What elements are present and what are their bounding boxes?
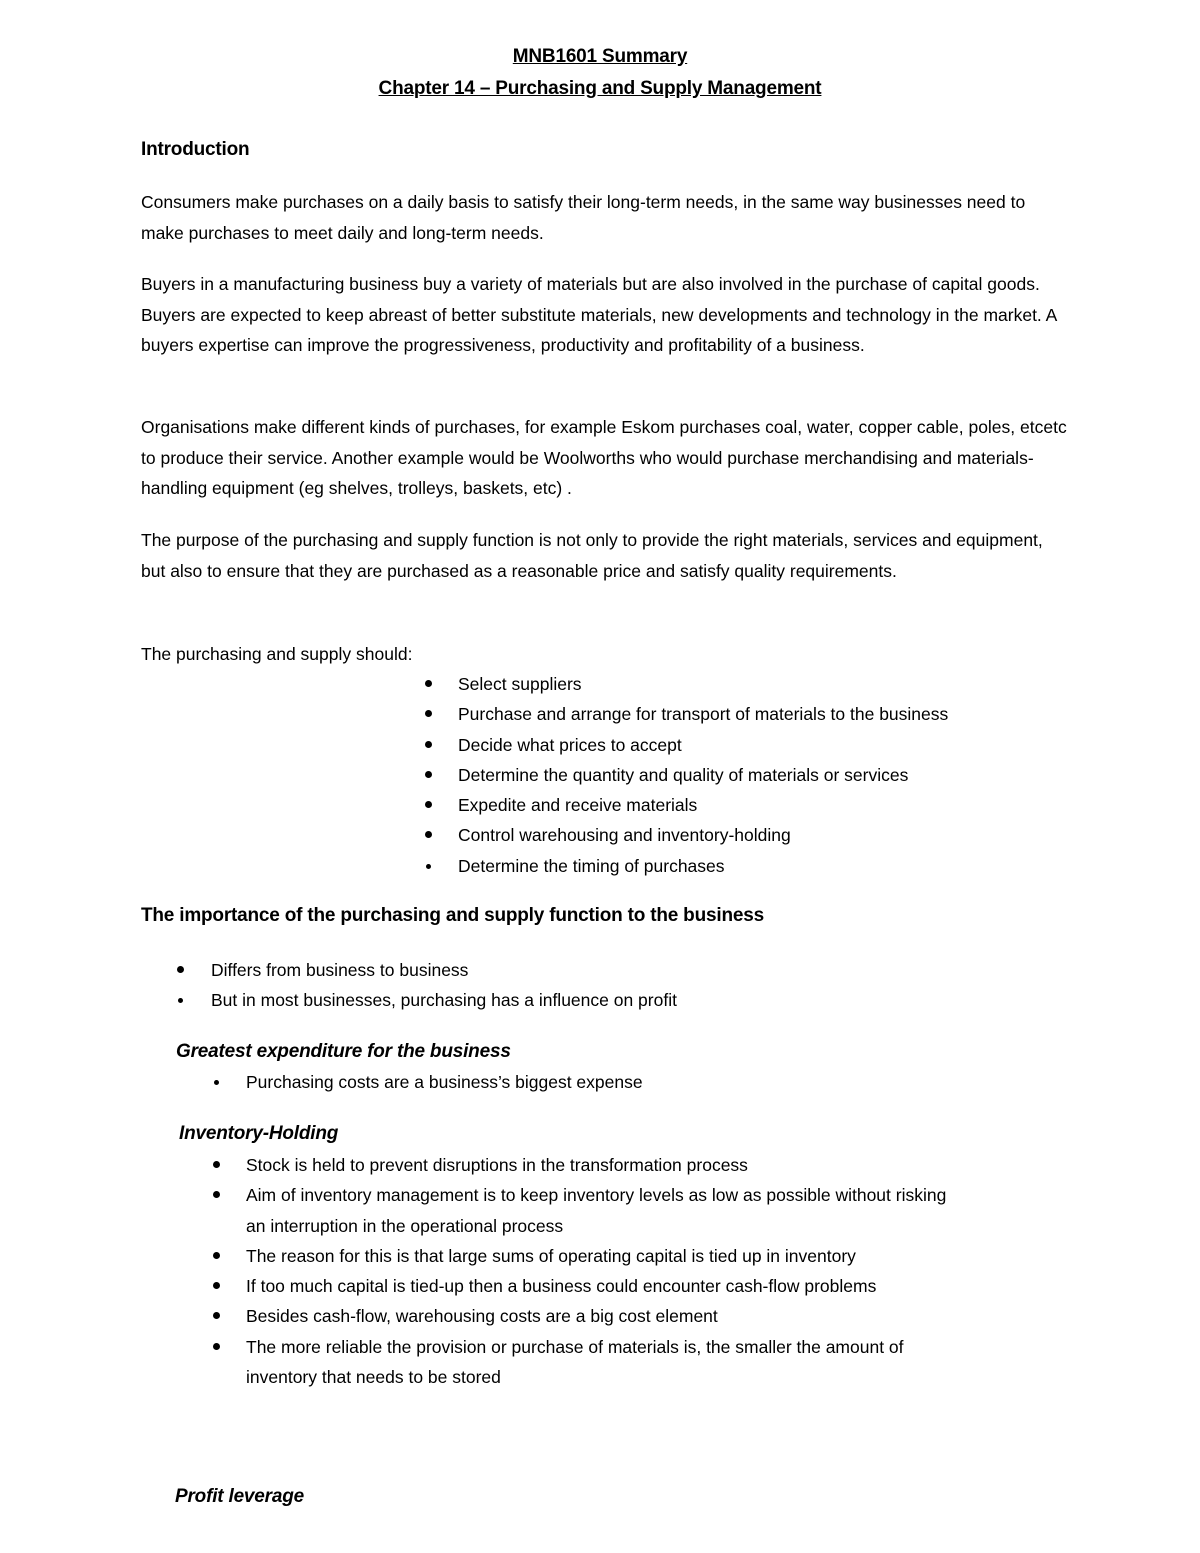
list-intro: The purchasing and supply should:: [141, 644, 413, 664]
list-item: Decide what prices to accept: [458, 735, 682, 755]
bullet-icon: [425, 710, 432, 717]
bullet-icon: [426, 864, 431, 869]
profit-leverage-heading: Profit leverage: [175, 1486, 304, 1507]
bullet-icon: [213, 1343, 220, 1350]
list-item: The more reliable the provision or purchase of materials is, the smaller the amount of: [246, 1337, 904, 1357]
bullet-icon: [213, 1312, 220, 1319]
document-title: MNB1601 Summary: [512, 46, 688, 67]
bullet-icon: [213, 1191, 220, 1198]
list-item: The reason for this is that large sums of operating capital is tied up in inventory: [246, 1246, 856, 1266]
list-item-continuation: an interruption in the operational process: [246, 1216, 564, 1236]
bullet-icon: [425, 741, 432, 748]
bullet-icon: [425, 801, 432, 808]
bullet-icon: [425, 680, 432, 687]
list-item: Determine the timing of purchases: [458, 856, 725, 876]
list-item: Besides cash-flow, warehousing costs are a big cost element: [246, 1306, 718, 1326]
inventory-holding-heading: Inventory-Holding: [179, 1123, 339, 1144]
list-item: Purchasing costs are a business’s biggest expense: [246, 1072, 643, 1092]
bullet-icon: [213, 1282, 220, 1289]
list-item: Aim of inventory management is to keep inventory levels as low as possible without risking: [246, 1185, 947, 1205]
intro-paragraph-3: Organisations make different kinds of purchases, for example Eskom purchases coal, water, copper cable, poles, etcetc to produce their service. Another example would be Woolworths who would purchase merchandising and materials-handling equipment (eg shelves, trolleys, baskets, etc) .: [141, 417, 1067, 498]
list-item: Stock is held to prevent disruptions in the transformation process: [246, 1155, 748, 1175]
list-item: Differs from business to business: [211, 960, 469, 980]
list-item: Select suppliers: [458, 674, 582, 694]
greatest-expenditure-heading: Greatest expenditure for the business: [176, 1041, 511, 1062]
list-item: Control warehousing and inventory-holding: [458, 825, 791, 845]
importance-heading: The importance of the purchasing and supply function to the business: [141, 905, 764, 926]
bullet-icon: [214, 1080, 219, 1085]
intro-paragraph-2: Buyers in a manufacturing business buy a variety of materials but are also involved in the purchase of capital goods. Buyers are expected to keep abreast of better substitute materials, new developments and technology in the market. A buyers expertise can improve the progressiveness, productivity and profitability of a business.: [141, 274, 1057, 355]
chapter-title: Chapter 14 – Purchasing and Supply Management: [378, 78, 822, 99]
list-item: Expedite and receive materials: [458, 795, 698, 815]
list-item: Determine the quantity and quality of materials or services: [458, 765, 909, 785]
intro-paragraph-1: Consumers make purchases on a daily basis to satisfy their long-term needs, in the same way businesses need to make purchases to meet daily and long-term needs.: [141, 192, 1026, 243]
list-item: But in most businesses, purchasing has a influence on profit: [211, 990, 677, 1010]
list-item-continuation: inventory that needs to be stored: [246, 1367, 501, 1387]
bullet-icon: [425, 831, 432, 838]
list-item: If too much capital is tied-up then a business could encounter cash-flow problems: [246, 1276, 877, 1296]
bullet-icon: [177, 966, 184, 973]
intro-paragraph-4: The purpose of the purchasing and supply function is not only to provide the right materials, services and equipment, but also to ensure that they are purchased as a reasonable price and satisfy quality requirements.: [141, 530, 1043, 581]
bullet-icon: [178, 998, 183, 1003]
bullet-icon: [213, 1161, 220, 1168]
list-item: Purchase and arrange for transport of materials to the business: [458, 704, 949, 724]
introduction-heading: Introduction: [141, 139, 250, 160]
bullet-icon: [213, 1252, 220, 1259]
bullet-icon: [425, 771, 432, 778]
